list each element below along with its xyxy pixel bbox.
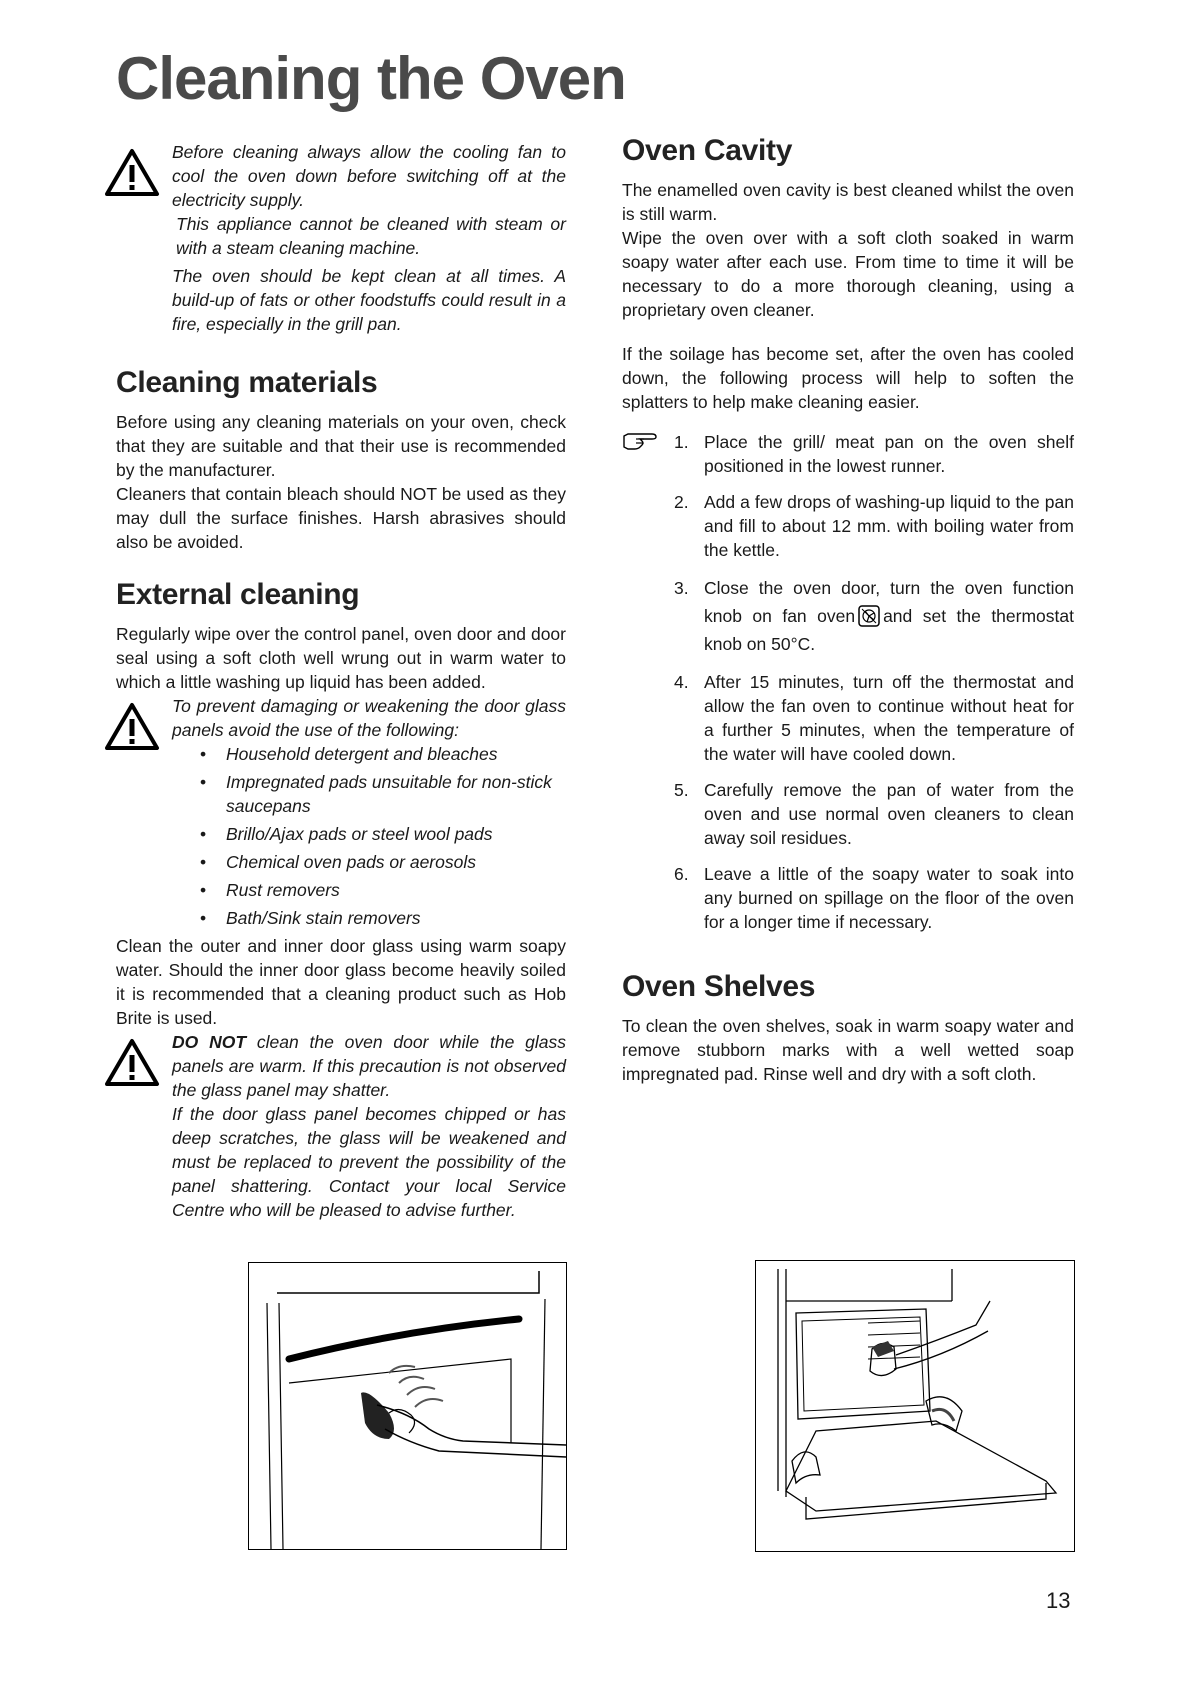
oven-cavity-text-1: The enamelled oven cavity is best cleaned whilst the oven is still warm. (622, 180, 1074, 224)
oven-cavity-text-3: If the soilage has become set, after the oven has cooled down, the following process will help to soften the splatters to help make cleaning easier. (622, 344, 1074, 412)
warning-triangle-icon (104, 148, 160, 198)
step-item (622, 574, 1074, 658)
step-number: 5. (674, 780, 689, 800)
cooling-warning-block (116, 140, 566, 336)
list-item: • Household detergent and bleaches (226, 742, 566, 766)
cleaning-materials-heading: Cleaning materials (116, 366, 378, 399)
oven-shelves-text: To clean the oven shelves, soak in warm soapy water and remove stubborn marks with a well wetted soap impregnated pad. Rinse well and dry with a soft cloth. (622, 1016, 1074, 1084)
list-item: • Bath/Sink stain removers (226, 906, 566, 930)
step-item (622, 670, 1074, 766)
step-text: Add a few drops of washing-up liquid to the pan and fill to about 12 mm. with boiling water from the kettle. (704, 492, 1074, 560)
cleaning-steps (622, 430, 1074, 934)
door-cleaning-drawing (249, 1263, 566, 1549)
door-warning-rest: clean the oven door while the glass panels are warm. If this precaution is not observed the glass panel may shatter. (172, 1032, 566, 1100)
warning-triangle-icon (104, 1038, 160, 1088)
glass-warning-block (116, 694, 566, 930)
right-column (622, 134, 1074, 1086)
step-number: 6. (674, 864, 689, 884)
list-item: • Chemical oven pads or aerosols (226, 850, 566, 874)
list-item: • Impregnated pads unsuitable for non-stick saucepans (226, 770, 566, 818)
glass-warning-intro: To prevent damaging or weakening the door glass panels avoid the use of the following: (172, 696, 566, 740)
step-number: 1. (674, 432, 689, 452)
list-item: • Brillo/Ajax pads or steel wool pads (226, 822, 566, 846)
cleaning-materials-text-1: Before using any cleaning materials on your oven, check that they are suitable and that their use is recommended by the manufacturer. (116, 412, 566, 480)
left-column (116, 140, 566, 1222)
oven-shelves-heading: Oven Shelves (622, 970, 816, 1003)
external-cleaning-text: Regularly wipe over the control panel, oven door and door seal using a soft cloth well wrung out in warm water to which a little washing up liquid has been added. (116, 624, 566, 692)
list-item: • Rust removers (226, 878, 566, 902)
do-not-emphasis: DO NOT (172, 1032, 247, 1052)
step-text: Place the grill/ meat pan on the oven shelf positioned in the lowest runner. (704, 432, 1074, 476)
external-cleaning-heading: External cleaning (116, 578, 360, 611)
avoid-list (172, 742, 566, 930)
step-text: and set the thermostat knob on 50°C. (704, 606, 1074, 654)
fan-oven-symbol-icon (858, 605, 880, 627)
cleaning-materials-text-2: Cleaners that contain bleach should NOT be used as they may dull the surface finishes. Harsh abrasives should also be avoided. (116, 484, 566, 552)
cavity-cleaning-drawing (756, 1261, 1074, 1551)
step-text: Carefully remove the pan of water from the oven and use normal oven cleaners to clean away soil residues. (704, 780, 1074, 848)
step-number: 4. (674, 672, 689, 692)
page-title: Cleaning the Oven (116, 45, 626, 112)
step-text: After 15 minutes, turn off the thermostat and allow the fan oven to continue without heat for a further 5 minutes, when the temperature of the water will have cooled down. (704, 672, 1074, 764)
steam-warning-text: This appliance cannot be cleaned with steam or with a steam cleaning machine. (176, 214, 566, 258)
step-number: 3. (674, 578, 689, 598)
chipped-glass-text: If the door glass panel becomes chipped or has deep scratches, the glass will be weakened and must be replaced to prevent the possibility of the panel shattering. Contact your local Service Centre who will be pleased to advise further. (172, 1104, 566, 1220)
door-glass-text: Clean the outer and inner door glass using warm soapy water. Should the inner door glass become heavily soiled it is recommended that a cleaning product such as Hob Brite is used. (116, 936, 566, 1028)
cooling-warning-text: Before cleaning always allow the cooling fan to cool the oven down before switching off at the electricity supply. (172, 142, 566, 210)
door-warning-text (172, 1030, 566, 1102)
clean-warning-text: The oven should be kept clean at all times. A build-up of fats or other foodstuffs could result in a fire, especially in the grill pan. (172, 266, 566, 334)
door-cleaning-illustration (248, 1262, 567, 1550)
step-number: 2. (674, 492, 689, 512)
oven-cavity-heading: Oven Cavity (622, 134, 793, 167)
oven-cavity-text-2: Wipe the oven over with a soft cloth soaked in warm soapy water after each use. From time to time it will be necessary to do a more thorough cleaning, using a proprietary oven cleaner. (622, 228, 1074, 320)
step-item (622, 490, 1074, 562)
cavity-cleaning-illustration (755, 1260, 1075, 1552)
step-text: Close the oven door, turn the oven function knob on fan oven (704, 578, 1074, 626)
step-item (622, 778, 1074, 850)
door-warning-block (116, 1030, 566, 1222)
step-item (622, 430, 1074, 478)
page-number: 13 (1046, 1588, 1071, 1613)
step-text: Leave a little of the soapy water to soak into any burned on spillage on the floor of the oven for a longer time if necessary. (704, 864, 1074, 932)
step-item (622, 862, 1074, 934)
warning-triangle-icon (104, 702, 160, 752)
